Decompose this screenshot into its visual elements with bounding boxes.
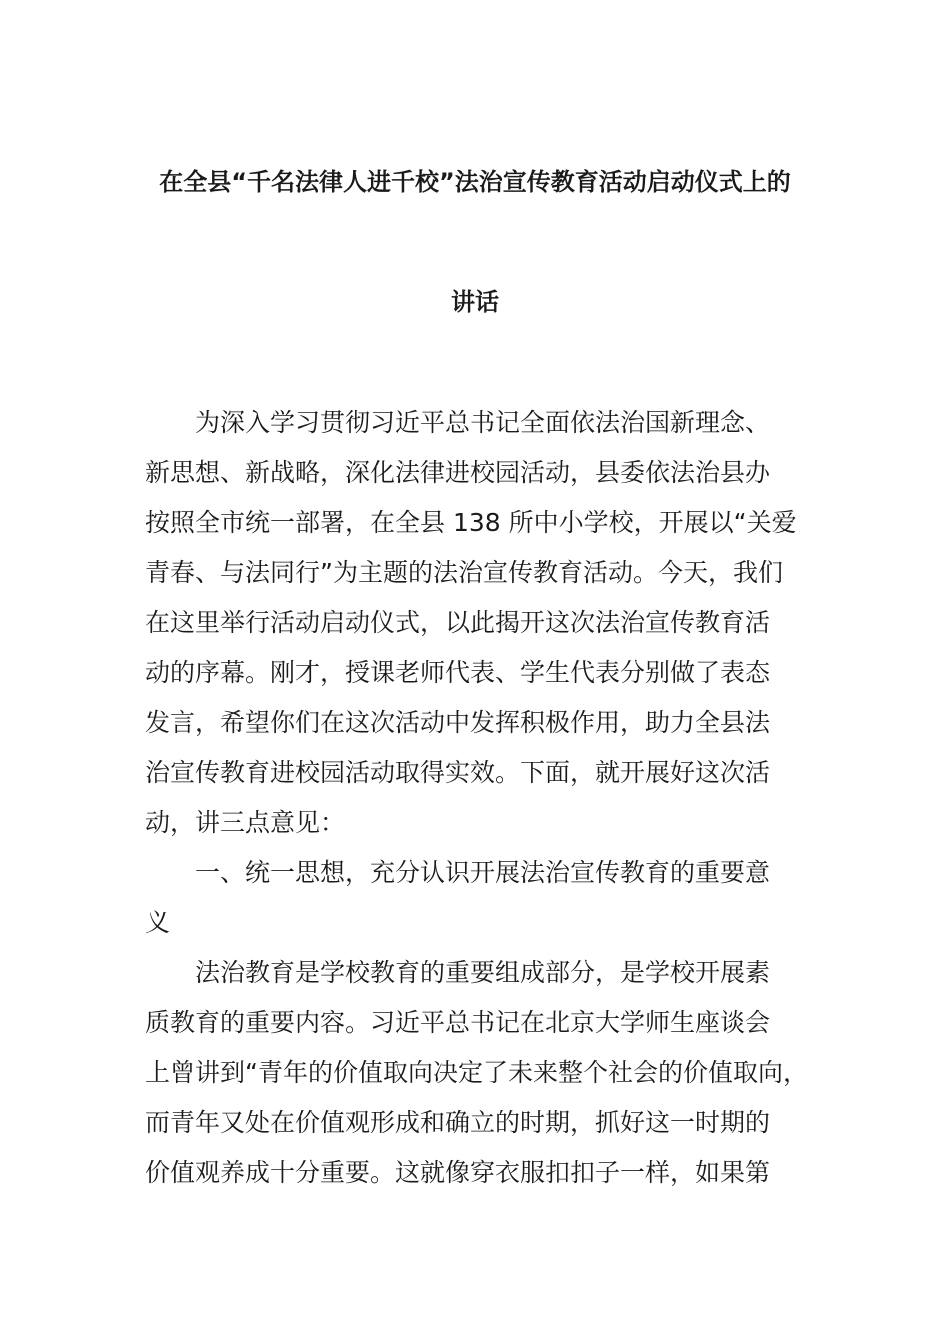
document-title-line-1: 在全县“千名法律人进千校”法治宣传教育活动启动仪式上的 <box>159 168 791 196</box>
document-title-line-2: 讲话 <box>451 288 499 316</box>
body-line: 法治教育是学校教育的重要组成部分，是学校开展素 <box>145 958 771 987</box>
body-line: 上曾讲到“青年的价值取向决定了未来整个社会的价值取向， <box>145 1058 808 1087</box>
document-body <box>145 398 835 1198</box>
body-line: 而青年又处在价值观形成和确立的时期，抓好这一时期的 <box>145 1108 771 1137</box>
body-line: 在这里举行活动启动仪式，以此揭开这次法治宣传教育活 <box>145 608 771 637</box>
body-line: 发言，希望你们在这次活动中发挥积极作用，助力全县法 <box>145 708 771 737</box>
body-line: 青春、与法同行”为主题的法治宣传教育活动。今天，我们 <box>145 558 783 587</box>
body-line: 治宣传教育进校园活动取得实效。下面，就开展好这次活 <box>145 758 771 787</box>
body-line: 动，讲三点意见： <box>145 808 346 837</box>
body-line: 为深入学习贯彻习近平总书记全面依法治国新理念、 <box>145 408 771 437</box>
section-heading-line: 一、统一思想，充分认识开展法治宣传教育的重要意 <box>145 858 771 887</box>
body-line: 新思想、新战略，深化法律进校园活动，县委依法治县办 <box>145 458 771 487</box>
section-heading-line: 义 <box>145 908 171 937</box>
body-line: 按照全市统一部署，在全县 138 所中小学校，开展以“关爱 <box>145 508 797 537</box>
body-line: 价值观养成十分重要。这就像穿衣服扣扣子一样，如果第 <box>145 1158 771 1187</box>
body-line: 质教育的重要内容。习近平总书记在北京大学师生座谈会 <box>145 1008 771 1037</box>
body-line: 动的序幕。刚才，授课老师代表、学生代表分别做了表态 <box>145 658 771 687</box>
